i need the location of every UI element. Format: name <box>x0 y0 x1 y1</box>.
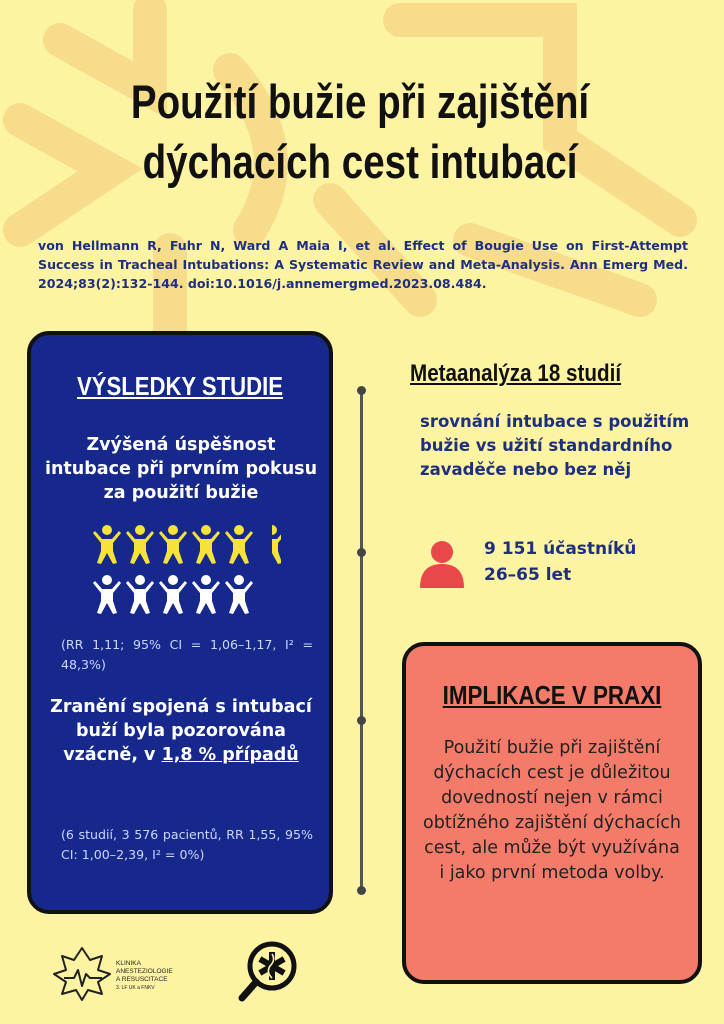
finding-injuries <box>41 695 321 767</box>
timeline-divider <box>360 388 363 893</box>
stats-injuries: (6 studií, 3 576 pacientů, RR 1,55, 95% CI: 1,00–2,39, I² = 0%) <box>61 827 313 862</box>
search-star-of-life-logo <box>236 940 298 1004</box>
participants-age: 26–65 let <box>484 565 572 585</box>
page-title <box>114 72 606 192</box>
timeline-dot <box>357 716 366 725</box>
person-figure <box>93 575 121 614</box>
participants-count: 9 151 účastníků <box>484 539 637 559</box>
clinic-logo-text: KLINIKA ANESTEZIOLOGIE A RESUSCITACE 3. LF UK a FNKV <box>116 960 173 991</box>
person-figure <box>159 525 187 564</box>
finding-injuries-text: Zranění spojená s intubací buží byla pozorována vzácně, v <box>50 697 312 765</box>
meta-analysis-description: srovnání intubace s použitím bužie vs užití standardního zavaděče nebo bez něj <box>420 412 690 479</box>
timeline-dot <box>357 886 366 895</box>
person-icon <box>416 536 468 588</box>
person-figure <box>258 525 281 564</box>
timeline-dot <box>357 548 366 557</box>
title-line-1: Použití bužie při zajištění <box>130 75 590 128</box>
meta-analysis-heading: Metaanalýza 18 studií <box>410 360 622 387</box>
stats-first-attempt: (RR 1,11; 95% CI = 1,06–1,17, I² = 48,3%) <box>61 637 313 672</box>
implications-text: Použití bužie při zajištění dýchacích cest je důležitou dovedností nejen v rámci obtížného zajištění dýchacích cest, ale může být využívána i jako první metoda volby. <box>423 738 681 883</box>
person-figure <box>225 525 253 564</box>
results-heading: VÝSLEDKY STUDIE <box>77 371 283 401</box>
timeline-dot <box>357 386 366 395</box>
person-figure <box>126 525 154 564</box>
person-figure <box>192 575 220 614</box>
person-figure <box>93 525 121 564</box>
citation-text: von Hellmann R, Fuhr N, Ward A Maia I, et al. Effect of Bougie Use on First-Attempt Success in Tracheal Intubations: A Systematic Review and Meta-Analysis. Ann Emerg Med. 2024;83(2):132-144. doi:10.1016/j.annemergmed.2023.08.484. <box>38 238 688 291</box>
title-line-2: dýchacích cest intubací <box>142 135 578 188</box>
implications-card <box>402 642 702 984</box>
implications-heading: IMPLIKACE V PRAXI <box>442 680 662 710</box>
finding-first-attempt-success: Zvýšená úspěšnost intubace při prvním pokusu za použití bužie <box>44 435 318 503</box>
person-figures-graphic <box>91 521 281 621</box>
person-figure <box>159 575 187 614</box>
participants-info <box>484 536 636 588</box>
person-figure <box>225 575 253 614</box>
finding-injuries-rate: 1,8 % případů <box>161 745 299 765</box>
results-card <box>27 331 333 914</box>
person-figure <box>126 575 154 614</box>
person-figure <box>192 525 220 564</box>
